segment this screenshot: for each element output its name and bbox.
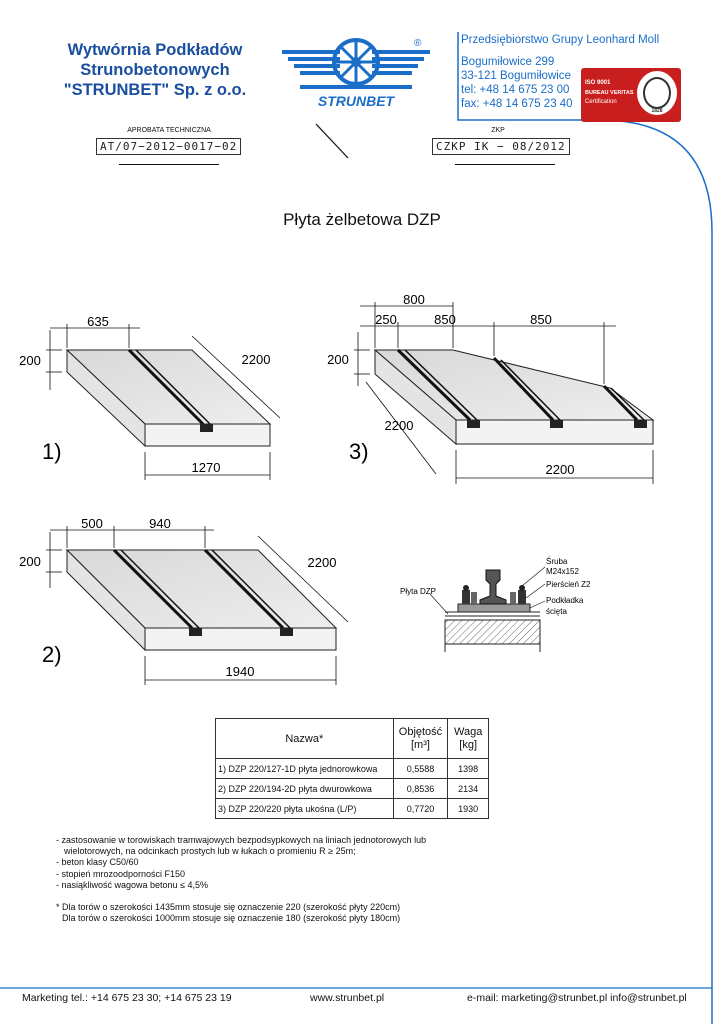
table-header-row bbox=[216, 719, 489, 759]
approval-label: APROBATA TECHNICZNA bbox=[127, 127, 211, 134]
cert-iso: ISO 9001 bbox=[585, 80, 611, 86]
note-absorption: - nasiąkliwość wagowa betonu ≤ 4,5% bbox=[56, 879, 209, 890]
approval-code: AT/07−2012−0017−02 bbox=[96, 138, 241, 155]
plate-1-height-dim: 200 bbox=[19, 353, 41, 368]
plate-2-drawing bbox=[19, 516, 348, 685]
table-row bbox=[216, 799, 489, 819]
detail-bolt-label-1: Śruba bbox=[546, 557, 568, 566]
header-weight-1: Waga bbox=[454, 725, 483, 738]
footer-website[interactable]: www.strunbet.pl bbox=[310, 992, 385, 1004]
note-application-1: - zastosowanie w torowiskach tramwajowych bezpodsypkowych na liniach jednotorowych lub bbox=[56, 835, 427, 845]
fastening-detail bbox=[400, 557, 591, 652]
phone: tel: +48 14 675 23 00 bbox=[461, 84, 570, 96]
plate-3-length-dim: 2200 bbox=[384, 418, 414, 433]
row-name: 3) DZP 220/220 płyta ukośna (L/P) bbox=[216, 799, 394, 819]
detail-pad-label-2: ścięta bbox=[546, 607, 567, 616]
plate-2-number: 2) bbox=[42, 642, 62, 667]
plate-1-drawing bbox=[19, 314, 280, 480]
row-weight: 1398 bbox=[448, 759, 489, 779]
plate-2-total-dim: 1940 bbox=[225, 664, 255, 679]
logo-text: STRUNBET bbox=[317, 93, 395, 109]
plate-1-width-dim: 635 bbox=[87, 314, 109, 329]
zkp-code: CZKP IK − 08/2012 bbox=[432, 138, 570, 155]
fax: fax: +48 14 675 23 40 bbox=[461, 98, 573, 110]
row-volume: 0,8536 bbox=[393, 779, 448, 799]
notes-block bbox=[56, 835, 426, 924]
table-row bbox=[216, 759, 489, 779]
table-row bbox=[216, 779, 489, 799]
group-name: Przedsiębiorstwo Grupy Leonhard Moll bbox=[461, 34, 660, 46]
footnote-2: Dla torów o szerokości 1000mm stosuje się oznaczenie 180 (szerokość płyty 180cm) bbox=[62, 913, 401, 924]
plate-2-width1-dim: 500 bbox=[81, 516, 103, 531]
zkp-label: ZKP bbox=[491, 127, 505, 134]
plate-1-number: 1) bbox=[42, 439, 62, 464]
company-name-line1: Wytwórnia Podkładów bbox=[67, 41, 243, 59]
row-weight: 2134 bbox=[448, 779, 489, 799]
note-frost-resistance: - stopień mrozoodporności F150 bbox=[56, 868, 186, 879]
page-title: Płyta żelbetowa DZP bbox=[283, 210, 441, 229]
plate-1-length-dim: 2200 bbox=[241, 352, 271, 367]
footer-marketing: Marketing tel.: +14 675 23 30; +14 675 23 19 bbox=[22, 992, 232, 1004]
plate-2-height-dim: 200 bbox=[19, 554, 41, 569]
detail-ring-label: Pierścień Z2 bbox=[546, 580, 591, 589]
plate-1-total-dim: 1270 bbox=[191, 460, 221, 475]
header-volume-2: [m³] bbox=[411, 738, 430, 751]
row-volume: 0,7720 bbox=[393, 799, 448, 819]
detail-plate-label: Płyta DZP bbox=[400, 587, 437, 596]
header-volume bbox=[393, 719, 448, 759]
header-volume-1: Objętość bbox=[398, 725, 443, 738]
plate-3-top-dim: 800 bbox=[403, 292, 425, 307]
footer-email[interactable]: e-mail: marketing@strunbet.pl info@strunbet.pl bbox=[467, 992, 687, 1004]
header-name: Nazwa* bbox=[216, 719, 394, 759]
specification-table bbox=[215, 718, 489, 819]
plate-2-length-dim: 2200 bbox=[307, 555, 337, 570]
plate-3-total-dim: 2200 bbox=[545, 462, 575, 477]
registered-mark: ® bbox=[414, 38, 422, 49]
cert-type: Certification bbox=[585, 99, 617, 105]
row-weight: 1930 bbox=[448, 799, 489, 819]
plate-2-width2-dim: 940 bbox=[149, 516, 171, 531]
detail-pad-label-1: Podkładka bbox=[546, 596, 584, 605]
header-weight bbox=[448, 719, 489, 759]
header-weight-2: [kg] bbox=[459, 738, 478, 751]
row-name: 1) DZP 220/127-1D płyta jednorowkowa bbox=[216, 759, 394, 779]
cert-body: BUREAU VERITAS bbox=[585, 90, 634, 96]
plate-3-w3-dim: 850 bbox=[530, 312, 552, 327]
plate-3-w2-dim: 850 bbox=[434, 312, 456, 327]
plate-3-w1-dim: 250 bbox=[375, 312, 397, 327]
footnote-1: * Dla torów o szerokości 1435mm stosuje się oznaczenie 220 (szerokość płyty 220cm) bbox=[56, 902, 401, 913]
company-name-line3: "STRUNBET" Sp. z o.o. bbox=[63, 81, 247, 99]
row-volume: 0,5588 bbox=[393, 759, 448, 779]
street: Bogumiłowice 299 bbox=[461, 56, 555, 68]
plate-3-height-dim: 200 bbox=[327, 352, 349, 367]
plate-3-number: 3) bbox=[349, 439, 369, 464]
note-application-2: wielotorowych, na odcinkach prostych lub w łukach o promieniu R ≥ 25m; bbox=[64, 846, 356, 857]
row-name: 2) DZP 220/194-2D płyta dwurowkowa bbox=[216, 779, 394, 799]
city: 33-121 Bogumiłowice bbox=[461, 70, 571, 82]
plate-3-drawing bbox=[327, 292, 653, 484]
company-name-line2: Strunobetonowych bbox=[80, 61, 230, 79]
note-concrete-class: - beton klasy C50/60 bbox=[56, 857, 139, 868]
cert-year: 1828 bbox=[651, 108, 663, 114]
detail-bolt-label-2: M24x152 bbox=[546, 567, 579, 576]
